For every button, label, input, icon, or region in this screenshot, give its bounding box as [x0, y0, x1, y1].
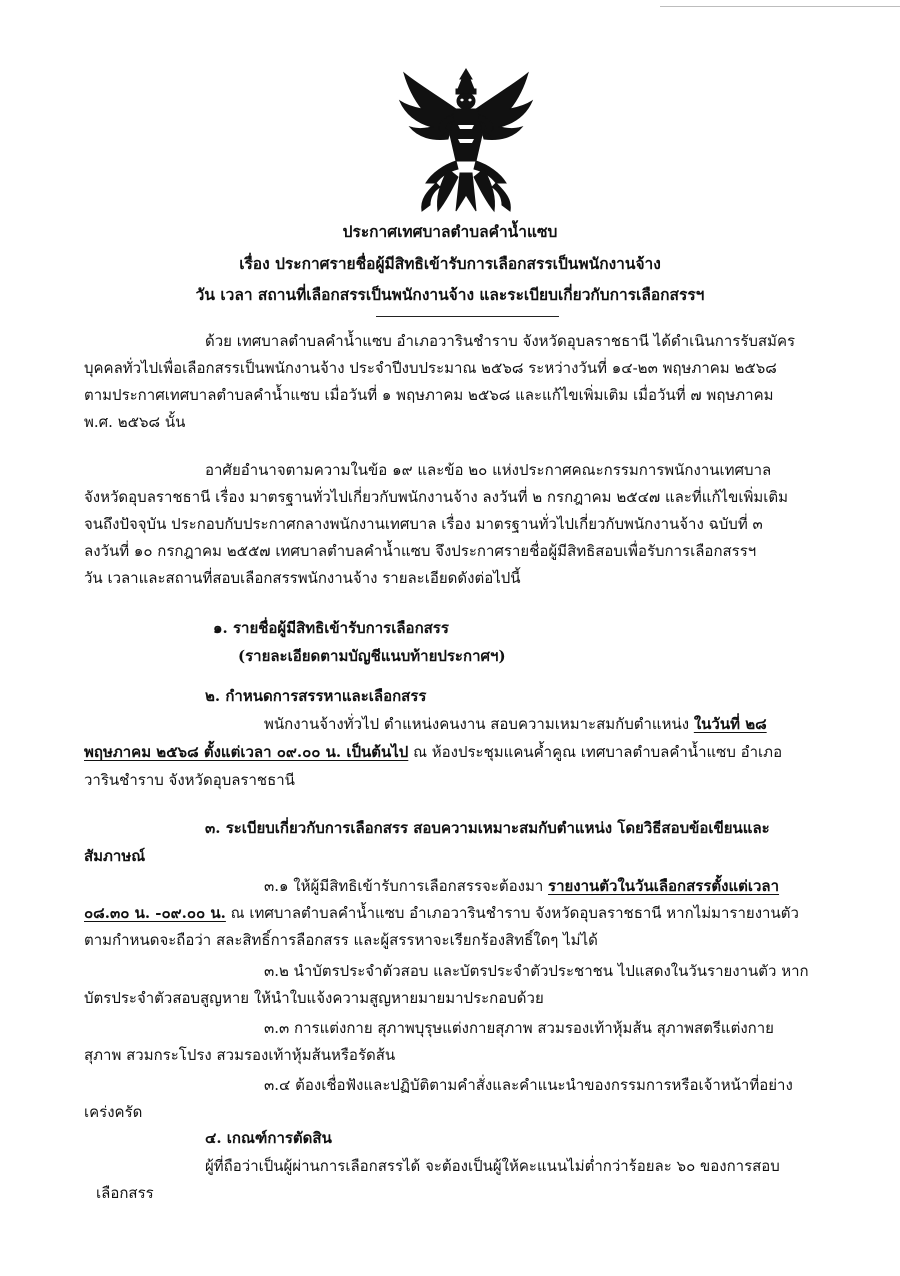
section-2-line-3: วารินชำราบ จังหวัดอุบลราชธานี: [84, 771, 295, 789]
scan-edge-line: [660, 6, 900, 7]
item-3-3-line-1: ๓.๓ การแต่งกาย สุภาพบุรุษแต่งกายสุภาพ สวมรองเท้าหุ้มส้น สุภาพสตรีแต่งกาย: [264, 1019, 774, 1037]
intro-p1-line-2: บุคคลทั่วไปเพื่อเลือกสรรเป็นพนักงานจ้าง ประจำปีงบประมาณ ๒๕๖๘ ระหว่างวันที่ ๑๔-๒๓ พฤษภาคม ๒๕๖๘: [84, 359, 777, 377]
item-3-4-line-1: ๓.๔ ต้องเชื่อฟังและปฏิบัติตามคำสั่งและคำแนะนำของกรรมการหรือเจ้าหน้าที่อย่าง: [264, 1076, 793, 1094]
item-3-3-line-2: สุภาพ สวมกระโปรง สวมรองเท้าหุ้มส้นหรือรัดส้น: [84, 1046, 396, 1064]
item-3-1-line-2: ๐๘.๓๐ น. -๐๙.๐๐ น. ณ เทศบาลตำบลคำน้ำแซบ อำเภอวารินชำราบ จังหวัดอุบลราชธานี หากไม่มารายงานตัว: [84, 904, 799, 922]
section-2-line-1: พนักงานจ้างทั่วไป ตำแหน่งคนงาน สอบความเหมาะสมกับตำแหน่ง ในวันที่ ๒๘: [264, 715, 767, 733]
intro-p2-line-4: ลงวันที่ ๑๐ กรกฎาคม ๒๕๕๗ เทศบาลตำบลคำน้ำแซบ จึงประกาศรายชื่อผู้มีสิทธิสอบเพื่อรับการเลือกสรรฯ: [84, 542, 757, 560]
section-1-heading: ๑. รายชื่อผู้มีสิทธิเข้ารับการเลือกสรร: [213, 619, 449, 637]
exam-date-highlight: ในวันที่ ๒๘: [693, 715, 767, 733]
announcement-subject-line-2: วัน เวลา สถานที่เลือกสรรเป็นพนักงานจ้าง และระเบียบเกี่ยวกับการเลือกสรรฯ: [195, 285, 705, 304]
intro-p2-line-1: อาศัยอำนาจตามความในข้อ ๑๙ และข้อ ๒๐ แห่งประกาศคณะกรรมการพนักงานเทศบาล: [205, 461, 772, 479]
announcement-title: ประกาศเทศบาลตำบลคำน้ำแซบ: [342, 222, 558, 241]
announcement-subject: เรื่อง ประกาศรายชื่อผู้มีสิทธิเข้ารับการเลือกสรรเป็นพนักงานจ้าง: [239, 254, 661, 273]
section-2-line-2: พฤษภาคม ๒๕๖๘ ตั้งแต่เวลา ๐๙.๐๐ น. เป็นต้นไป ณ ห้องประชุมแคนค้ำคูณ เทศบาลตำบลคำน้ำแซบ อำเภอ: [84, 743, 783, 761]
report-time-highlight: รายงานตัวในวันเลือกสรรตั้งแต่เวลา: [548, 877, 780, 895]
intro-p1-line-4: พ.ศ. ๒๕๖๘ นั้น: [84, 413, 186, 431]
section-4-line-2: เลือกสรร: [96, 1184, 154, 1202]
section-4-line-1: ผู้ที่ถือว่าเป็นผู้ผ่านการเลือกสรรได้ จะต้องเป็นผู้ให้คะแนนไม่ต่ำกว่าร้อยละ ๖๐ ของการสอบ: [205, 1157, 780, 1175]
item-3-2-line-2: บัตรประจำตัวสอบสูญหาย ให้นำใบแจ้งความสูญหายมายมาประกอบด้วย: [84, 989, 544, 1007]
section-2-heading: ๒. กำหนดการสรรหาและเลือกสรร: [205, 687, 427, 705]
item-3-1-line-3: ตามกำหนดจะถือว่า สละสิทธิ์การลือกสรร และผู้สรรหาจะเรียกร้องสิทธิ์ใดๆ ไม่ได้: [84, 931, 598, 949]
section-3-heading: ๓. ระเบียบเกี่ยวกับการเลือกสรร สอบความเหมาะสมกับตำแหน่ง โดยวิธีสอบข้อเขียนและ: [205, 819, 770, 837]
title-divider: [376, 316, 559, 317]
report-hours-highlight: ๐๘.๓๐ น. -๐๙.๐๐ น.: [84, 904, 226, 922]
intro-p1-line-3: ตามประกาศเทศบาลตำบลคำน้ำแซบ เมื่อวันที่ ๑ พฤษภาคม ๒๕๖๘ และแก้ไขเพิ่มเติม เมื่อวันที่ ๗ พฤษภาคม: [84, 386, 774, 404]
section-4-heading: ๔. เกณฑ์การตัดสิน: [205, 1129, 332, 1147]
item-3-2-line-1: ๓.๒ นำบัตรประจำตัวสอบ และบัตรประจำตัวประชาชน ไปแสดงในวันรายงานตัว หาก: [264, 962, 809, 980]
item-3-4-line-2: เคร่งครัด: [84, 1103, 143, 1121]
section-3-heading-line-2: สัมภาษณ์: [84, 847, 146, 865]
intro-p2-line-3: จนถึงปัจจุบัน ประกอบกับประกาศกลางพนักงานเทศบาล เรื่อง มาตรฐานทั่วไปเกี่ยวกับพนักงานจ้าง ฉบับที่ ๓: [84, 515, 763, 533]
intro-p2-line-2: จังหวัดอุบลราชธานี เรื่อง มาตรฐานทั่วไปเกี่ยวกับพนักงานจ้าง ลงวันที่ ๒ กรกฎาคม ๒๕๔๗ และที่แก้ไขเพิ่มเติม: [84, 488, 788, 506]
section-1-note: (รายละเอียดตามบัญชีแนบท้ายประกาศฯ): [238, 647, 506, 665]
intro-p1-line-1: ด้วย เทศบาลตำบลคำน้ำแซบ อำเภอวารินชำราบ จังหวัดอุบลราชธานี ได้ดำเนินการรับสมัคร: [205, 332, 796, 350]
item-3-1-line-1: ๓.๑ ให้ผู้มีสิทธิเข้ารับการเลือกสรรจะต้องมา รายงานตัวในวันเลือกสรรตั้งแต่เวลา: [264, 877, 780, 895]
intro-p2-line-5: วัน เวลาและสถานที่สอบเลือกสรรพนักงานจ้าง รายละเอียดดังต่อไปนี้: [84, 569, 521, 587]
garuda-emblem-icon: [396, 65, 536, 215]
exam-time-highlight: พฤษภาคม ๒๕๖๘ ตั้งแต่เวลา ๐๙.๐๐ น. เป็นต้นไป: [84, 743, 409, 761]
